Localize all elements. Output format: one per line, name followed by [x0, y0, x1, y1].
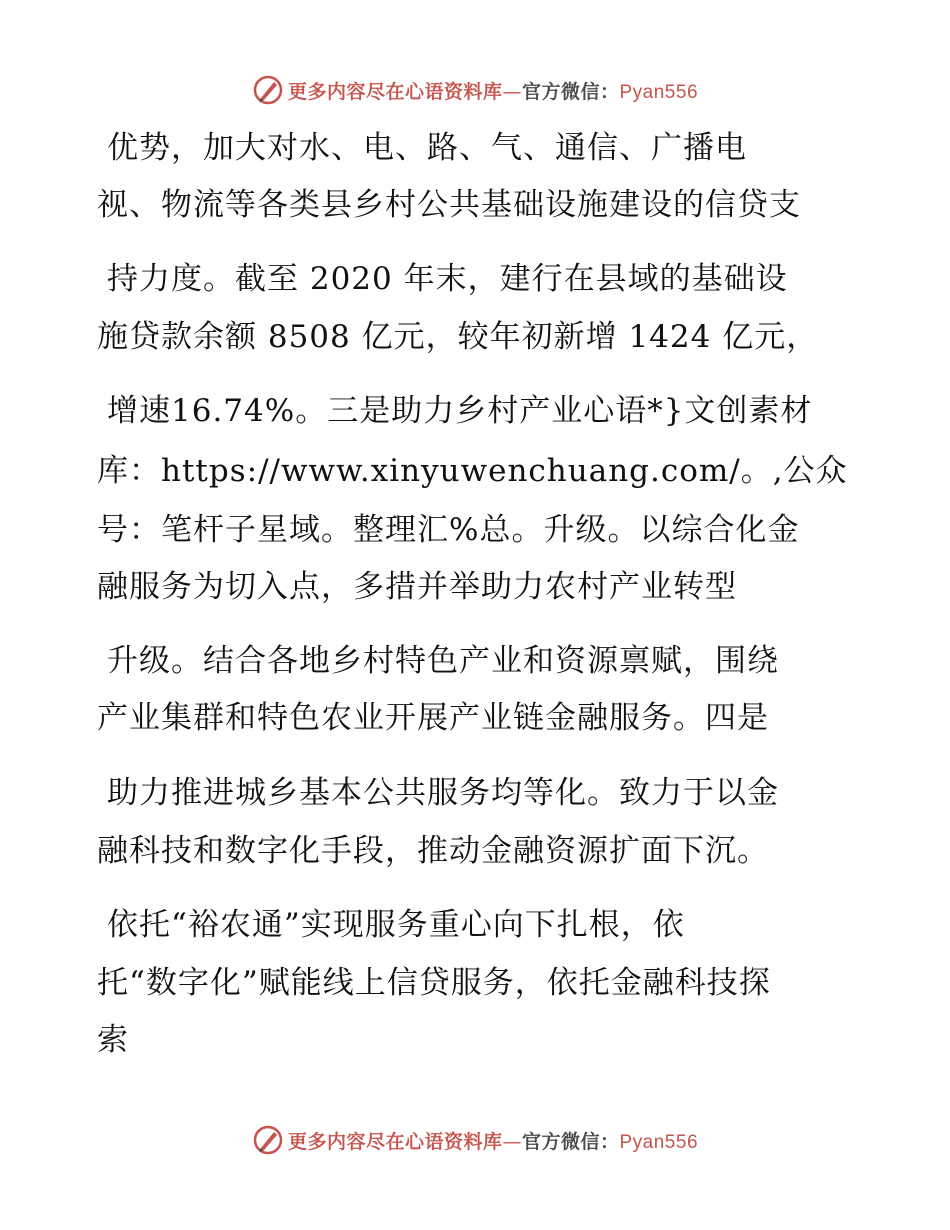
footer-banner-title: 更多内容尽在心语资料库 — [287, 1130, 503, 1153]
body-line-3: 持力度。截至 2020 年末，建行在县域的基础设 — [107, 261, 788, 297]
body-line-2: 视、物流等各类县乡村公共基础设施建设的信贷支 — [97, 187, 801, 223]
body-line-10: 产业集群和特色农业开展产业链金融服务。四是 — [97, 700, 769, 736]
footer-banner — [0, 1120, 950, 1160]
quill-pen-logo-icon — [252, 1124, 284, 1156]
footer-banner-wechat-id: Pyan556 — [619, 1131, 699, 1153]
body-line-8: 融服务为切入点，多措并举助力农村产业转型 — [97, 569, 737, 605]
body-line-15: 索 — [97, 1022, 129, 1058]
banner-official-label: 官方微信： — [521, 80, 620, 103]
banner-dash: — — [502, 80, 522, 103]
body-line-1: 优势，加大对水、电、路、气、通信、广播电 — [107, 130, 747, 166]
body-line-4: 施贷款余额 8508 亿元，较年初新增 1424 亿元， — [97, 319, 819, 355]
body-line-6: 库：https://www.xinyuwenchuang.com/。,公众 — [97, 453, 848, 489]
footer-banner-official-label: 官方微信： — [521, 1130, 620, 1153]
body-line-11: 助力推进城乡基本公共服务均等化。致力于以金 — [107, 775, 779, 811]
banner-title: 更多内容尽在心语资料库 — [287, 80, 503, 103]
banner-wechat-id: Pyan556 — [619, 81, 699, 103]
body-line-9: 升级。结合各地乡村特色产业和资源禀赋，围绕 — [107, 643, 779, 679]
body-line-7: 号：笔杆子星域。整理汇%总。升级。以综合化金 — [97, 512, 800, 548]
footer-banner-dash: — — [502, 1130, 522, 1153]
body-line-14: 托“数字化”赋能线上信贷服务，依托金融科技探 — [97, 965, 771, 1001]
body-line-12: 融科技和数字化手段，推动金融资源扩面下沉。 — [97, 833, 769, 869]
body-line-13: 依托“裕农通”实现服务重心向下扎根，依 — [107, 907, 685, 943]
body-line-5: 增速16.74%。三是助力乡村产业心语*}文创素材 — [107, 393, 813, 429]
